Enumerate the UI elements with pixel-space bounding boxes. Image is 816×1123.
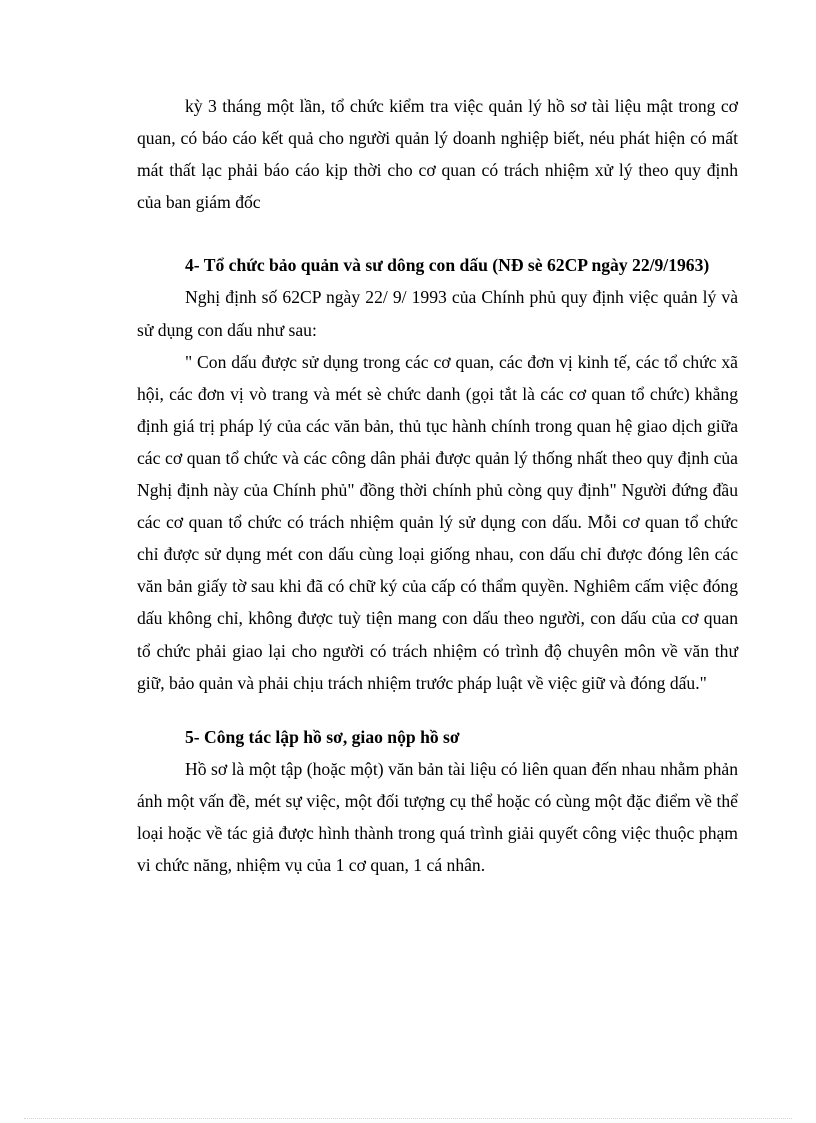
- paragraph-gap: [137, 699, 738, 721]
- page-bottom-divider: [24, 1118, 792, 1119]
- section-5-body: Hồ sơ là một tập (hoặc một) văn bản tài liệu có liên quan đến nhau nhằm phản ánh một vấn đề, mét sự việc, một đối tượng cụ thể hoặc có cùng một đặc điểm về thể loại hoặc về tác giả được hình thành trong quá trình giải quyết công việc thuộc phạm vi chức năng, nhiệm vụ của 1 cơ quan, 1 cá nhân.: [137, 758, 738, 876]
- document-page: [137, 90, 738, 881]
- section-4-quote: " Con dấu được sử dụng trong các cơ quan, các đơn vị kinh tế, các tổ chức xã hội, các đơn vị vò trang và mét sè chức danh (gọi tắt là các cơ quan tổ chức) khẳng định giá trị pháp lý của các văn bản, thủ tục hành chính trong quan hệ giao dịch giữa các cơ quan tổ chức và các công dân phải được quản lý thống nhất theo quy định của Nghị định này của Chính phủ" đồng thời chính phủ còng quy định" Người đứng đầu các cơ quan tổ chức có trách nhiệm quản lý sử dụng con dấu. Mỗi cơ quan tổ chức chỉ được sử dụng mét con dấu cùng loại giống nhau, con dấu chỉ được đóng lên các văn bản giấy tờ sau khi đã có chữ ký của cấp có thẩm quyền. Nghiêm cấm việc đóng dấu không chỉ, không được tuỳ tiện mang con dấu theo người, con dấu của cơ quan tổ chức phải giao lại cho người có trách nhiệm có trình độ chuyên môn về văn thư giữ, bảo quản và phải chịu trách nhiệm trước pháp luật về việc giữ và đóng dấu.": [137, 351, 738, 693]
- section-4-intro: Nghị định số 62CP ngày 22/ 9/ 1993 của Chính phủ quy định việc quản lý và sử dụng con dấu như sau:: [137, 287, 738, 340]
- continuation-paragraph: kỳ 3 tháng một lần, tổ chức kiểm tra việc quản lý hồ sơ tài liệu mật trong cơ quan, có báo cáo kết quả cho người quản lý doanh nghiệp biết, néu phát hiện có mất mát thất lạc phải báo cáo kịp thời cho cơ quan có trách nhiệm xử lý theo quy định của ban giám đốc: [137, 96, 738, 213]
- section-5-heading: 5- Công tác lập hồ sơ, giao nộp hồ sơ: [185, 726, 460, 747]
- section-4-heading: 4- Tổ chức bảo quản và sư dông con dấu (NĐ sè 62CP ngày 22/9/1963): [185, 255, 710, 276]
- paragraph-gap: [137, 218, 738, 249]
